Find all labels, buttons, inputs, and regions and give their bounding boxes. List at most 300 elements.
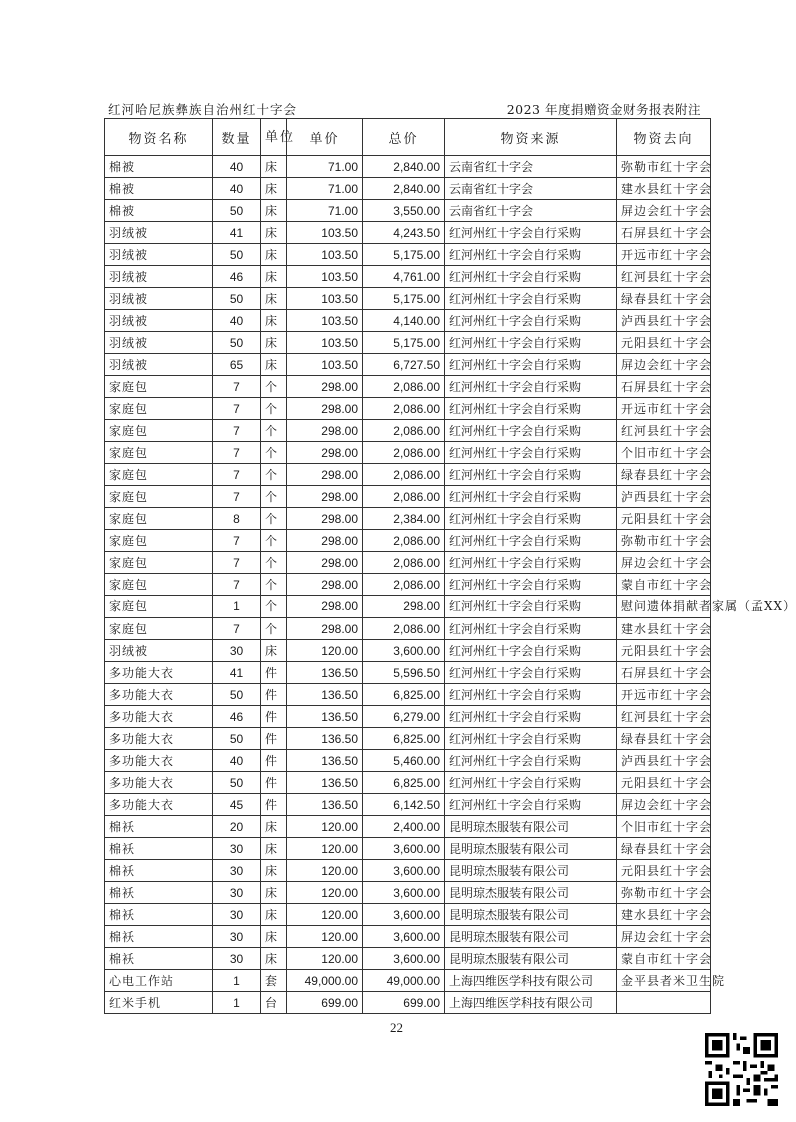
cell-total: 2,086.00 xyxy=(363,398,445,420)
cell-source: 红河州红十字会自行采购 xyxy=(445,332,617,354)
cell-unit-price: 103.50 xyxy=(287,244,363,266)
cell-destination: 金平县者米卫生院 xyxy=(617,970,711,992)
cell-qty: 30 xyxy=(213,904,261,926)
cell-unit: 个 xyxy=(261,464,287,486)
cell-qty: 7 xyxy=(213,530,261,552)
cell-unit-price: 298.00 xyxy=(287,552,363,574)
table-row xyxy=(105,970,711,992)
cell-destination: 元阳县红十字会 xyxy=(617,508,711,530)
cell-unit: 台 xyxy=(261,992,287,1014)
cell-destination: 红河县红十字会 xyxy=(617,706,711,728)
page-number: 22 xyxy=(390,1020,403,1035)
cell-qty: 30 xyxy=(213,838,261,860)
header-report-title: 2023 年度捐赠资金财务报表附注 xyxy=(506,102,701,117)
cell-unit-price: 298.00 xyxy=(287,420,363,442)
table-row xyxy=(105,618,711,640)
cell-unit: 床 xyxy=(261,640,287,662)
cell-destination: 蒙自市红十字会 xyxy=(617,574,711,596)
cell-destination: 泸西县红十字会 xyxy=(617,486,711,508)
table-row xyxy=(105,244,711,266)
cell-destination: 石屏县红十字会 xyxy=(617,662,711,684)
cell-qty: 7 xyxy=(213,464,261,486)
table-row xyxy=(105,882,711,904)
cell-source: 红河州红十字会自行采购 xyxy=(445,684,617,706)
cell-destination: 石屏县红十字会 xyxy=(617,376,711,398)
cell-qty: 40 xyxy=(213,750,261,772)
cell-total: 5,175.00 xyxy=(363,244,445,266)
table-row xyxy=(105,288,711,310)
cell-unit-price: 103.50 xyxy=(287,288,363,310)
cell-qty: 1 xyxy=(213,970,261,992)
table-row xyxy=(105,398,711,420)
cell-source: 红河州红十字会自行采购 xyxy=(445,420,617,442)
cell-source: 红河州红十字会自行采购 xyxy=(445,772,617,794)
cell-name: 家庭包 xyxy=(105,530,213,552)
cell-name: 多功能大衣 xyxy=(105,794,213,816)
cell-name: 家庭包 xyxy=(105,376,213,398)
cell-unit: 件 xyxy=(261,794,287,816)
cell-total: 2,086.00 xyxy=(363,552,445,574)
cell-name: 家庭包 xyxy=(105,398,213,420)
cell-total: 5,596.50 xyxy=(363,662,445,684)
cell-unit: 床 xyxy=(261,244,287,266)
cell-qty: 1 xyxy=(213,992,261,1014)
cell-qty: 8 xyxy=(213,508,261,530)
cell-qty: 50 xyxy=(213,728,261,750)
cell-name: 家庭包 xyxy=(105,508,213,530)
cell-unit: 个 xyxy=(261,486,287,508)
cell-destination: 个旧市红十字会 xyxy=(617,816,711,838)
cell-total: 5,460.00 xyxy=(363,750,445,772)
cell-source: 红河州红十字会自行采购 xyxy=(445,640,617,662)
cell-source: 红河州红十字会自行采购 xyxy=(445,552,617,574)
cell-destination: 建水县红十字会 xyxy=(617,904,711,926)
cell-total: 2,840.00 xyxy=(363,156,445,178)
cell-name: 棉袄 xyxy=(105,860,213,882)
cell-unit: 件 xyxy=(261,706,287,728)
cell-destination: 红河县红十字会 xyxy=(617,266,711,288)
cell-qty: 7 xyxy=(213,618,261,640)
table-row xyxy=(105,750,711,772)
cell-destination: 绿春县红十字会 xyxy=(617,464,711,486)
cell-unit-price: 103.50 xyxy=(287,310,363,332)
cell-total: 3,600.00 xyxy=(363,838,445,860)
cell-unit: 床 xyxy=(261,860,287,882)
cell-unit: 床 xyxy=(261,156,287,178)
cell-destination: 开远市红十字会 xyxy=(617,244,711,266)
cell-unit: 床 xyxy=(261,882,287,904)
table-row xyxy=(105,354,711,376)
cell-total: 4,243.50 xyxy=(363,222,445,244)
cell-qty: 30 xyxy=(213,860,261,882)
table-row xyxy=(105,332,711,354)
cell-unit-price: 298.00 xyxy=(287,618,363,640)
cell-name: 棉被 xyxy=(105,178,213,200)
cell-unit: 床 xyxy=(261,354,287,376)
cell-unit-price: 71.00 xyxy=(287,200,363,222)
cell-name: 多功能大衣 xyxy=(105,772,213,794)
cell-source: 昆明琼杰服装有限公司 xyxy=(445,860,617,882)
cell-source: 云南省红十字会 xyxy=(445,178,617,200)
cell-source: 云南省红十字会 xyxy=(445,156,617,178)
cell-source: 昆明琼杰服装有限公司 xyxy=(445,904,617,926)
cell-qty: 7 xyxy=(213,376,261,398)
cell-unit: 件 xyxy=(261,750,287,772)
cell-unit: 件 xyxy=(261,728,287,750)
table-row xyxy=(105,420,711,442)
table-row xyxy=(105,904,711,926)
cell-unit-price: 71.00 xyxy=(287,156,363,178)
cell-name: 多功能大衣 xyxy=(105,750,213,772)
cell-total: 4,140.00 xyxy=(363,310,445,332)
cell-total: 699.00 xyxy=(363,992,445,1014)
cell-source: 红河州红十字会自行采购 xyxy=(445,398,617,420)
cell-name: 羽绒被 xyxy=(105,310,213,332)
cell-unit-price: 298.00 xyxy=(287,464,363,486)
cell-unit-price: 120.00 xyxy=(287,640,363,662)
cell-total: 5,175.00 xyxy=(363,288,445,310)
cell-total: 3,600.00 xyxy=(363,904,445,926)
cell-total: 2,086.00 xyxy=(363,618,445,640)
cell-qty: 50 xyxy=(213,288,261,310)
cell-name: 家庭包 xyxy=(105,618,213,640)
cell-destination: 元阳县红十字会 xyxy=(617,332,711,354)
cell-name: 羽绒被 xyxy=(105,288,213,310)
table-row xyxy=(105,178,711,200)
cell-destination xyxy=(617,992,711,1014)
cell-destination: 弥勒市红十字会 xyxy=(617,156,711,178)
cell-unit-price: 298.00 xyxy=(287,486,363,508)
cell-unit-price: 49,000.00 xyxy=(287,970,363,992)
cell-qty: 46 xyxy=(213,706,261,728)
table-row xyxy=(105,640,711,662)
cell-unit-price: 71.00 xyxy=(287,178,363,200)
table-header-row xyxy=(105,119,711,156)
cell-unit: 床 xyxy=(261,816,287,838)
cell-source: 昆明琼杰服装有限公司 xyxy=(445,838,617,860)
table-row xyxy=(105,530,711,552)
cell-unit-price: 298.00 xyxy=(287,596,363,618)
cell-unit: 个 xyxy=(261,420,287,442)
cell-total: 2,086.00 xyxy=(363,464,445,486)
cell-source: 红河州红十字会自行采购 xyxy=(445,486,617,508)
cell-destination: 绿春县红十字会 xyxy=(617,288,711,310)
cell-source: 昆明琼杰服装有限公司 xyxy=(445,882,617,904)
cell-total: 2,840.00 xyxy=(363,178,445,200)
cell-unit-price: 120.00 xyxy=(287,904,363,926)
cell-qty: 40 xyxy=(213,310,261,332)
cell-unit: 床 xyxy=(261,178,287,200)
cell-source: 红河州红十字会自行采购 xyxy=(445,464,617,486)
cell-unit-price: 120.00 xyxy=(287,816,363,838)
cell-total: 6,279.00 xyxy=(363,706,445,728)
header-organization: 红河哈尼族彝族自治州红十字会 xyxy=(108,102,298,117)
table-row xyxy=(105,442,711,464)
cell-name: 羽绒被 xyxy=(105,244,213,266)
cell-destination: 元阳县红十字会 xyxy=(617,640,711,662)
cell-unit: 床 xyxy=(261,222,287,244)
cell-total: 2,086.00 xyxy=(363,574,445,596)
table-row xyxy=(105,948,711,970)
cell-qty: 7 xyxy=(213,398,261,420)
cell-unit-price: 120.00 xyxy=(287,926,363,948)
cell-unit: 件 xyxy=(261,662,287,684)
col-header-unit: 单位 xyxy=(261,119,287,156)
cell-unit: 个 xyxy=(261,398,287,420)
cell-qty: 7 xyxy=(213,420,261,442)
table-row xyxy=(105,200,711,222)
cell-source: 红河州红十字会自行采购 xyxy=(445,596,617,618)
cell-unit: 床 xyxy=(261,904,287,926)
table-row xyxy=(105,816,711,838)
cell-destination: 开远市红十字会 xyxy=(617,684,711,706)
cell-source: 红河州红十字会自行采购 xyxy=(445,354,617,376)
cell-unit-price: 298.00 xyxy=(287,376,363,398)
cell-qty: 50 xyxy=(213,244,261,266)
table-row xyxy=(105,574,711,596)
materials-table xyxy=(104,118,796,1014)
cell-qty: 65 xyxy=(213,354,261,376)
cell-unit-price: 103.50 xyxy=(287,354,363,376)
cell-source: 红河州红十字会自行采购 xyxy=(445,662,617,684)
cell-source: 昆明琼杰服装有限公司 xyxy=(445,948,617,970)
cell-unit-price: 136.50 xyxy=(287,662,363,684)
cell-name: 羽绒被 xyxy=(105,354,213,376)
cell-name: 羽绒被 xyxy=(105,640,213,662)
cell-source: 云南省红十字会 xyxy=(445,200,617,222)
col-header-qty: 数量 xyxy=(213,119,261,156)
cell-total: 3,600.00 xyxy=(363,948,445,970)
table-row xyxy=(105,794,711,816)
cell-qty: 30 xyxy=(213,926,261,948)
cell-unit-price: 298.00 xyxy=(287,398,363,420)
cell-total: 2,086.00 xyxy=(363,376,445,398)
cell-destination: 泸西县红十字会 xyxy=(617,310,711,332)
cell-source: 红河州红十字会自行采购 xyxy=(445,442,617,464)
cell-unit-price: 120.00 xyxy=(287,882,363,904)
cell-total: 2,086.00 xyxy=(363,530,445,552)
table-row xyxy=(105,772,711,794)
cell-destination: 绿春县红十字会 xyxy=(617,838,711,860)
cell-total: 3,600.00 xyxy=(363,860,445,882)
cell-destination: 绿春县红十字会 xyxy=(617,728,711,750)
cell-qty: 41 xyxy=(213,222,261,244)
cell-unit-price: 103.50 xyxy=(287,266,363,288)
cell-source: 上海四维医学科技有限公司 xyxy=(445,970,617,992)
cell-name: 家庭包 xyxy=(105,486,213,508)
cell-destination: 屏边会红十字会 xyxy=(617,200,711,222)
cell-source: 红河州红十字会自行采购 xyxy=(445,376,617,398)
cell-total: 6,727.50 xyxy=(363,354,445,376)
col-header-source: 物资来源 xyxy=(445,119,617,156)
cell-destination: 蒙自市红十字会 xyxy=(617,948,711,970)
col-header-total: 总价 xyxy=(363,119,445,156)
cell-unit: 床 xyxy=(261,266,287,288)
cell-qty: 50 xyxy=(213,332,261,354)
cell-total: 2,086.00 xyxy=(363,420,445,442)
cell-name: 棉被 xyxy=(105,200,213,222)
cell-unit-price: 699.00 xyxy=(287,992,363,1014)
cell-qty: 40 xyxy=(213,156,261,178)
cell-name: 家庭包 xyxy=(105,442,213,464)
table-row xyxy=(105,838,711,860)
cell-destination: 石屏县红十字会 xyxy=(617,222,711,244)
cell-source: 红河州红十字会自行采购 xyxy=(445,728,617,750)
cell-name: 家庭包 xyxy=(105,552,213,574)
cell-name: 红米手机 xyxy=(105,992,213,1014)
cell-destination: 屏边会红十字会 xyxy=(617,354,711,376)
cell-unit: 套 xyxy=(261,970,287,992)
cell-qty: 7 xyxy=(213,486,261,508)
cell-name: 家庭包 xyxy=(105,464,213,486)
cell-qty: 20 xyxy=(213,816,261,838)
cell-total: 3,600.00 xyxy=(363,882,445,904)
cell-total: 4,761.00 xyxy=(363,266,445,288)
cell-destination: 元阳县红十字会 xyxy=(617,772,711,794)
cell-unit-price: 136.50 xyxy=(287,728,363,750)
col-header-destination: 物资去向 xyxy=(617,119,711,156)
cell-unit-price: 103.50 xyxy=(287,332,363,354)
cell-source: 上海四维医学科技有限公司 xyxy=(445,992,617,1014)
cell-source: 红河州红十字会自行采购 xyxy=(445,244,617,266)
cell-name: 棉袄 xyxy=(105,948,213,970)
cell-source: 红河州红十字会自行采购 xyxy=(445,530,617,552)
cell-qty: 50 xyxy=(213,684,261,706)
cell-source: 昆明琼杰服装有限公司 xyxy=(445,816,617,838)
cell-name: 心电工作站 xyxy=(105,970,213,992)
cell-total: 6,825.00 xyxy=(363,728,445,750)
cell-qty: 30 xyxy=(213,948,261,970)
table-row xyxy=(105,926,711,948)
cell-qty: 45 xyxy=(213,794,261,816)
cell-source: 红河州红十字会自行采购 xyxy=(445,618,617,640)
cell-source: 红河州红十字会自行采购 xyxy=(445,508,617,530)
cell-total: 5,175.00 xyxy=(363,332,445,354)
cell-source: 红河州红十字会自行采购 xyxy=(445,706,617,728)
cell-total: 2,384.00 xyxy=(363,508,445,530)
cell-unit: 个 xyxy=(261,596,287,618)
cell-unit-price: 103.50 xyxy=(287,222,363,244)
cell-unit-price: 120.00 xyxy=(287,838,363,860)
cell-destination: 泸西县红十字会 xyxy=(617,750,711,772)
cell-qty: 30 xyxy=(213,882,261,904)
cell-destination: 红河县红十字会 xyxy=(617,420,711,442)
cell-unit-price: 120.00 xyxy=(287,860,363,882)
cell-unit: 件 xyxy=(261,684,287,706)
cell-qty: 40 xyxy=(213,178,261,200)
cell-unit: 床 xyxy=(261,838,287,860)
cell-total: 2,400.00 xyxy=(363,816,445,838)
table-row xyxy=(105,552,711,574)
cell-source: 昆明琼杰服装有限公司 xyxy=(445,926,617,948)
cell-qty: 7 xyxy=(213,574,261,596)
cell-unit-price: 120.00 xyxy=(287,948,363,970)
cell-unit: 个 xyxy=(261,552,287,574)
cell-name: 羽绒被 xyxy=(105,332,213,354)
cell-unit: 个 xyxy=(261,442,287,464)
cell-total: 2,086.00 xyxy=(363,486,445,508)
cell-destination: 屏边会红十字会 xyxy=(617,794,711,816)
table-row xyxy=(105,860,711,882)
cell-unit-price: 298.00 xyxy=(287,442,363,464)
table-row xyxy=(105,684,711,706)
cell-name: 多功能大衣 xyxy=(105,706,213,728)
cell-destination: 弥勒市红十字会 xyxy=(617,530,711,552)
cell-destination: 建水县红十字会 xyxy=(617,618,711,640)
cell-total: 3,600.00 xyxy=(363,640,445,662)
cell-name: 多功能大衣 xyxy=(105,728,213,750)
cell-name: 家庭包 xyxy=(105,574,213,596)
table-row xyxy=(105,156,711,178)
cell-destination: 个旧市红十字会 xyxy=(617,442,711,464)
cell-unit-price: 136.50 xyxy=(287,750,363,772)
table-row xyxy=(105,706,711,728)
cell-unit: 床 xyxy=(261,926,287,948)
cell-unit: 床 xyxy=(261,288,287,310)
table-row xyxy=(105,508,711,530)
table-row xyxy=(105,376,711,398)
table-row xyxy=(105,662,711,684)
cell-unit: 件 xyxy=(261,772,287,794)
cell-unit-price: 136.50 xyxy=(287,684,363,706)
cell-name: 多功能大衣 xyxy=(105,684,213,706)
cell-unit-price: 298.00 xyxy=(287,574,363,596)
cell-name: 棉袄 xyxy=(105,816,213,838)
table-row xyxy=(105,728,711,750)
cell-total: 3,600.00 xyxy=(363,926,445,948)
cell-unit: 床 xyxy=(261,332,287,354)
cell-unit: 床 xyxy=(261,200,287,222)
cell-qty: 41 xyxy=(213,662,261,684)
cell-name: 家庭包 xyxy=(105,596,213,618)
cell-source: 红河州红十字会自行采购 xyxy=(445,574,617,596)
cell-qty: 30 xyxy=(213,640,261,662)
cell-name: 家庭包 xyxy=(105,420,213,442)
cell-destination: 建水县红十字会 xyxy=(617,178,711,200)
cell-source: 红河州红十字会自行采购 xyxy=(445,310,617,332)
cell-name: 棉袄 xyxy=(105,904,213,926)
cell-qty: 7 xyxy=(213,552,261,574)
cell-unit: 个 xyxy=(261,618,287,640)
cell-source: 红河州红十字会自行采购 xyxy=(445,266,617,288)
cell-unit: 个 xyxy=(261,574,287,596)
cell-qty: 7 xyxy=(213,442,261,464)
cell-unit: 床 xyxy=(261,310,287,332)
cell-destination: 弥勒市红十字会 xyxy=(617,882,711,904)
cell-destination: 开远市红十字会 xyxy=(617,398,711,420)
table-row xyxy=(105,992,711,1014)
cell-total: 2,086.00 xyxy=(363,442,445,464)
cell-destination: 元阳县红十字会 xyxy=(617,860,711,882)
cell-total: 298.00 xyxy=(363,596,445,618)
cell-total: 3,550.00 xyxy=(363,200,445,222)
cell-name: 棉袄 xyxy=(105,882,213,904)
cell-name: 棉袄 xyxy=(105,926,213,948)
table-row xyxy=(105,222,711,244)
cell-total: 6,825.00 xyxy=(363,772,445,794)
table-row xyxy=(105,310,711,332)
cell-qty: 1 xyxy=(213,596,261,618)
cell-source: 红河州红十字会自行采购 xyxy=(445,222,617,244)
cell-source: 红河州红十字会自行采购 xyxy=(445,288,617,310)
cell-unit-price: 298.00 xyxy=(287,508,363,530)
cell-destination: 慰问遗体捐献者家属（孟XX） xyxy=(617,596,711,618)
cell-total: 6,825.00 xyxy=(363,684,445,706)
cell-source: 红河州红十字会自行采购 xyxy=(445,750,617,772)
cell-name: 棉袄 xyxy=(105,838,213,860)
cell-unit-price: 136.50 xyxy=(287,772,363,794)
cell-name: 棉被 xyxy=(105,156,213,178)
